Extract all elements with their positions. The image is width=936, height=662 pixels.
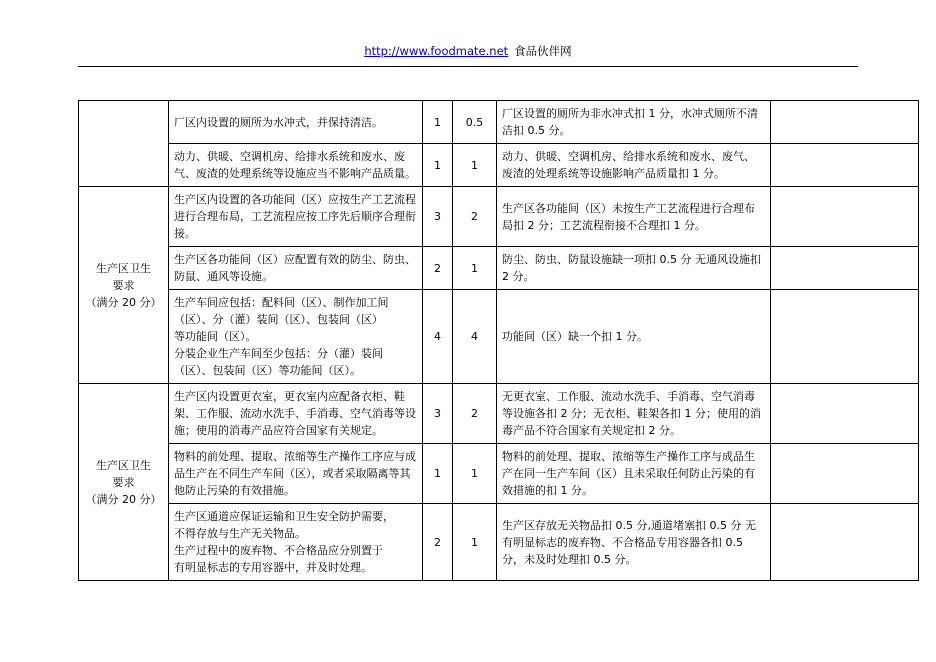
row-got: 0.5 [453, 101, 497, 144]
table-row [79, 504, 919, 581]
row-content: 厂区内设置的厕所为水冲式，并保持清洁。 [169, 101, 423, 144]
row-content: 生产区内设置更衣室，更衣室内应配备衣柜、鞋架、工作服、流动水洗手、手消毒、空气消毒等设施；使用的消毒产品应符合国家有关规定。 [169, 384, 423, 444]
row-content: 物料的前处理、提取、浓缩等生产操作工序应与成品生产在不同生产车间（区），或者采取隔离等其他防止污染的有效措施。 [169, 444, 423, 504]
row-deduction: 厂区设置的厕所为非水冲式扣 1 分，水冲式厕所不清洁扣 0.5 分。 [497, 101, 771, 144]
row-remark [771, 504, 919, 581]
category-line-2: 要求 [112, 278, 135, 292]
content-line-2: 不得存放与生产无关物品。 [174, 527, 306, 540]
category-line-3: （满分 20 分） [85, 492, 162, 506]
row-score: 2 [423, 247, 453, 290]
table-row [79, 144, 919, 187]
table-row [79, 290, 919, 384]
row-score: 2 [423, 504, 453, 581]
row-remark [771, 101, 919, 144]
foodmate-url-link[interactable]: http://www.foodmate.net [364, 44, 509, 58]
content-line-3: 等功能间（区）。 [174, 330, 257, 343]
row-remark [771, 187, 919, 247]
row-got: 1 [453, 504, 497, 581]
row-deduction: 防尘、防虫、防鼠设施缺一项扣 0.5 分 无通风设施扣 2 分。 [497, 247, 771, 290]
row-category-empty [79, 101, 169, 187]
row-deduction: 生产区各功能间（区）未按生产工艺流程进行合理布局扣 2 分；工艺流程衔接不合理扣 1 分。 [497, 187, 771, 247]
row-got: 4 [453, 290, 497, 384]
row-deduction: 物料的前处理、提取、浓缩等生产操作工序与成品生产在同一生产车间（区）且未采取任何防止污染的有效措施的扣 1 分。 [497, 444, 771, 504]
category-line-2: 要求 [112, 475, 135, 489]
row-remark [771, 144, 919, 187]
row-content: 动力、供暖、空调机房、给排水系统和废水、废气、废渣的处理系统等设施应当不影响产品质量。 [169, 144, 423, 187]
row-remark [771, 384, 919, 444]
row-deduction: 功能间（区）缺一个扣 1 分。 [497, 290, 771, 384]
row-got: 1 [453, 144, 497, 187]
table-row [79, 384, 919, 444]
row-content: 生产区各功能间（区）应配置有效的防尘、防虫、防鼠、通风等设施。 [169, 247, 423, 290]
row-score: 3 [423, 384, 453, 444]
content-line-2: （区）、分（灌）装间（区）、包装间（区） [174, 313, 383, 326]
content-line-4: 有明显标志的专用容器中，并及时处理。 [174, 561, 372, 574]
row-remark [771, 444, 919, 504]
row-content [169, 290, 423, 384]
row-got: 2 [453, 187, 497, 247]
page-header [0, 44, 936, 58]
content-line-4: 分装企业生产车间至少包括：分（灌）装间 [174, 347, 383, 360]
row-score: 3 [423, 187, 453, 247]
row-remark [771, 290, 919, 384]
row-score: 1 [423, 144, 453, 187]
row-score: 1 [423, 101, 453, 144]
content-line-1: 生产车间应包括：配料间（区）、制作加工间 [174, 296, 389, 309]
category-line-1: 生产区卫生 [96, 458, 151, 472]
content-line-3: 生产过程中的废弃物、不合格品应分别置于 [174, 544, 383, 557]
row-deduction: 无更衣室、工作服、流动水洗手、手消毒、空气消毒等设施各扣 2 分；无衣柜、鞋架各扣 1 分；使用的消毒产品不符合国家有关规定扣 2 分。 [497, 384, 771, 444]
row-score: 4 [423, 290, 453, 384]
table-row [79, 444, 919, 504]
table-row [79, 247, 919, 290]
inspection-table-wrapper [78, 100, 918, 581]
row-deduction: 动力、供暖、空调机房、给排水系统和废水、废气、废渣的处理系统等设施影响产品质量扣 1 分。 [497, 144, 771, 187]
table-row [79, 101, 919, 144]
content-line-1: 生产区通道应保证运输和卫生安全防护需要， [174, 510, 394, 523]
row-score: 1 [423, 444, 453, 504]
table-row [79, 187, 919, 247]
site-name-label: 食品伙伴网 [514, 44, 572, 58]
row-category [79, 187, 169, 384]
row-category [79, 384, 169, 581]
header-divider [78, 66, 858, 67]
row-content: 生产区内设置的各功能间（区）应按生产工艺流程进行合理布局，工艺流程应按工序先后顺序合理衔接。 [169, 187, 423, 247]
category-line-3: （满分 20 分） [85, 295, 162, 309]
content-line-5: （区）、包装间（区）等功能间（区）。 [174, 364, 361, 377]
category-line-1: 生产区卫生 [96, 261, 151, 275]
row-got: 1 [453, 444, 497, 504]
row-deduction: 生产区存放无关物品扣 0.5 分,通道堵塞扣 0.5 分 无有明显标志的废弃物、不合格品专用容器各扣 0.5 分，未及时处理扣 0.5 分。 [497, 504, 771, 581]
row-remark [771, 247, 919, 290]
row-got: 1 [453, 247, 497, 290]
row-content [169, 504, 423, 581]
row-got: 2 [453, 384, 497, 444]
inspection-table [78, 100, 919, 581]
